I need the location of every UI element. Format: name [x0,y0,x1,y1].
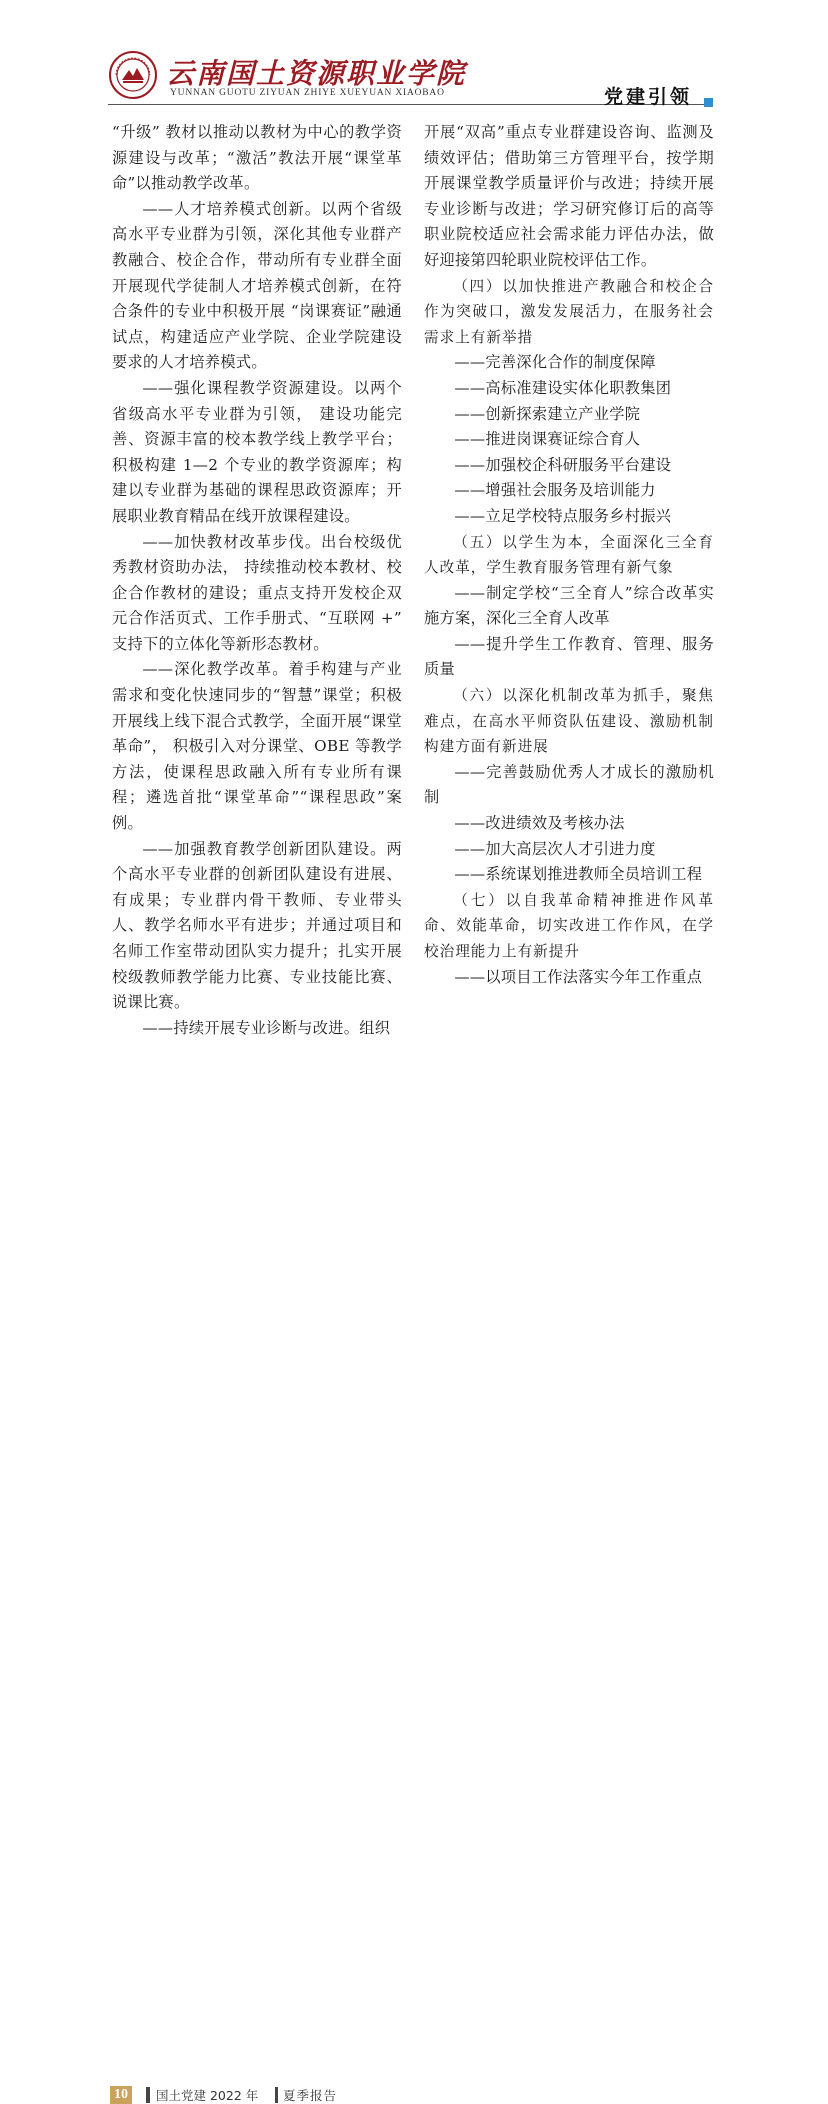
footer-divider [146,2087,150,2103]
section-heading: （四）以加快推进产教融合和校企合作为突破口，激发发展活力，在服务社会需求上有新举措 [424,277,714,346]
section-tag: 党建引领 [604,86,693,108]
list-item: ——系统谋划推进教师全员培训工程 [454,865,703,884]
list-item: ——改进绩效及考核办法 [454,814,625,833]
paragraph: ——深化教学改革。着手构建与产业需求和变化快速同步的“智慧”课堂；积极开展线上线下混合式教学，全面开展“课堂革命”， 积极引入对分课堂、OBE 等教学方法，使课程思政融入所有专业所有课程；遴选首批“课堂革命”“课程思政”案例。 [112,660,402,833]
list-item: ——提升学生工作教育、管理、服务质量 [424,634,714,679]
list-item: ——完善深化合作的制度保障 [454,353,656,372]
school-pinyin: YUNNAN GUOTU ZIYUAN ZHIYE XUEYUAN XIAOBAO [170,88,445,98]
paragraph: ——强化课程教学资源建设。以两个省级高水平专业群为引领， 建设功能完善、资源丰富的校本教学线上教学平台；积极构建 1—2 个专业的教学资源库；构建以专业群为基础的课程思政资源库；开展职业教育精品在线开放课程建设。 [112,378,402,525]
paragraph: ——持续开展专业诊断与改进。组织 [142,1018,391,1037]
list-item: ——增强社会服务及培训能力 [454,481,656,500]
school-seal-icon [108,50,158,100]
page-number: 10 [110,2086,132,2104]
school-name: 云南国土资源职业学院 [166,57,467,90]
list-item: ——创新探索建立产业学院 [454,404,641,423]
left-column [112,120,402,1041]
paragraph: ——人才培养模式创新。以两个省级高水平专业群为引领，深化其他专业群产教融合、校企合作，带动所有专业群全面开展现代学徒制人才培养模式创新，在符合条件的专业中积极开展 “岗课赛证”融通试点，构建适应产业学院、企业学院建设要求的人才培养模式。 [112,199,402,372]
footer-issue: 夏季报告 [283,2088,338,2103]
footer-publication: 国土党建 2022 年 [156,2088,259,2103]
section-heading: （五）以学生为本，全面深化三全育人改革，学生教育服务管理有新气象 [424,533,714,577]
paragraph: “升级” 教材以推动以教材为中心的教学资源建设与改革；“激活”教法开展“课堂革命”以推动教学改革。 [112,123,402,193]
page-header [0,0,828,110]
list-item: ——高标准建设实体化职教集团 [454,378,672,397]
list-item: ——制定学校“三全育人”综合改革实施方案，深化三全育人改革 [424,583,714,628]
list-item: ——立足学校特点服务乡村振兴 [454,506,672,525]
list-item: ——推进岗课赛证综合育人 [454,430,641,449]
list-item: ——加强校企科研服务平台建设 [454,455,672,474]
right-column [424,120,714,990]
list-item: ——完善鼓励优秀人才成长的激励机制 [424,762,714,807]
footer-divider [275,2087,278,2103]
section-square-marker [704,98,713,107]
section-heading: （六）以深化机制改革为抓手，聚焦难点，在高水平师资队伍建设、激励机制构建方面有新进展 [424,687,714,756]
list-item: ——加大高层次人才引进力度 [454,839,656,858]
list-item: ——以项目工作法落实今年工作重点 [454,967,703,986]
page-footer [0,1040,828,2103]
section-heading: （七）以自我革命精神推进作风革命、效能革命，切实改进工作作风，在学校治理能力上有新提升 [424,891,714,960]
paragraph: ——加强教育教学创新团队建设。两个高水平专业群的创新团队建设有进展、有成果；专业群内骨干教师、专业带头人、教学名师水平有进步；并通过项目和名师工作室带动团队实力提升；扎实开展校级教师教学能力比赛、专业技能比赛、说课比赛。 [112,839,402,1012]
paragraph: 开展“双高”重点专业群建设咨询、监测及绩效评估；借助第三方管理平台，按学期开展课堂教学质量评价与改进；持续开展专业诊断与改进；学习研究修订后的高等职业院校适应社会需求能力评估办法，做好迎接第四轮职业院校评估工作。 [424,123,714,269]
paragraph: ——加快教材改革步伐。出台校级优秀教材资助办法， 持续推动校本教材、校企合作教材的建设；重点支持开发校企双元合作活页式、工作手册式、“互联网 +” 支持下的立体化等新形态教材。 [112,532,402,653]
